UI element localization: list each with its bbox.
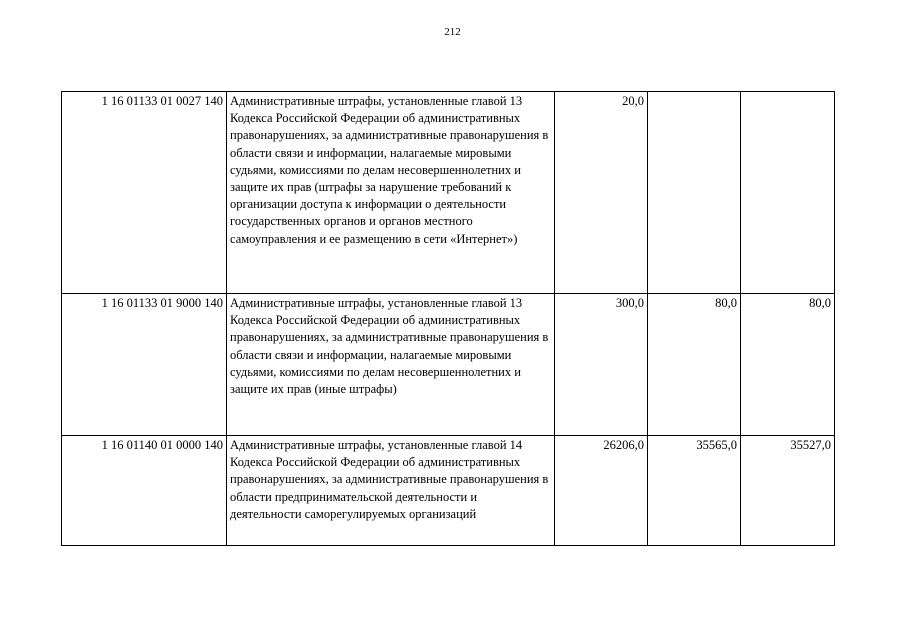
budget-revenue-table	[61, 91, 835, 546]
amount-year-2-cell: 35565,0	[648, 436, 741, 546]
revenue-name-cell: Административные штрафы, установленные главой 14 Кодекса Российской Федерации об административных правонарушениях, за административные правонарушения в области предпринимательской деятельности и деятельности саморегулируемых организаций	[227, 436, 555, 546]
amount-year-3-cell	[741, 92, 835, 294]
amount-year-1-cell: 20,0	[555, 92, 648, 294]
amount-year-1-cell: 300,0	[555, 294, 648, 436]
amount-year-1-cell: 26206,0	[555, 436, 648, 546]
amount-year-3-cell: 80,0	[741, 294, 835, 436]
page-number: 212	[444, 26, 461, 38]
revenue-name-cell: Административные штрафы, установленные главой 13 Кодекса Российской Федерации об административных правонарушениях, за административные правонарушения в области связи и информации, налагаемые мировыми судьями, комиссиями по делам несовершеннолетних и защите их прав (иные штрафы)	[227, 294, 555, 436]
revenue-code-cell: 1 16 01133 01 0027 140	[62, 92, 227, 294]
amount-year-2-cell: 80,0	[648, 294, 741, 436]
table-row	[62, 92, 835, 294]
revenue-code-cell: 1 16 01140 01 0000 140	[62, 436, 227, 546]
table-row	[62, 436, 835, 546]
table-row	[62, 294, 835, 436]
amount-year-2-cell	[648, 92, 741, 294]
revenue-code-cell: 1 16 01133 01 9000 140	[62, 294, 227, 436]
revenue-name-cell: Административные штрафы, установленные главой 13 Кодекса Российской Федерации об административных правонарушениях, за административные правонарушения в области связи и информации, налагаемые мировыми судьями, комиссиями по делам несовершеннолетних и защите их прав (штрафы за нарушение требований к организации доступа к информации о деятельности государственных органов и органов местного самоуправления и ее размещению в сети «Интернет»)	[227, 92, 555, 294]
amount-year-3-cell: 35527,0	[741, 436, 835, 546]
